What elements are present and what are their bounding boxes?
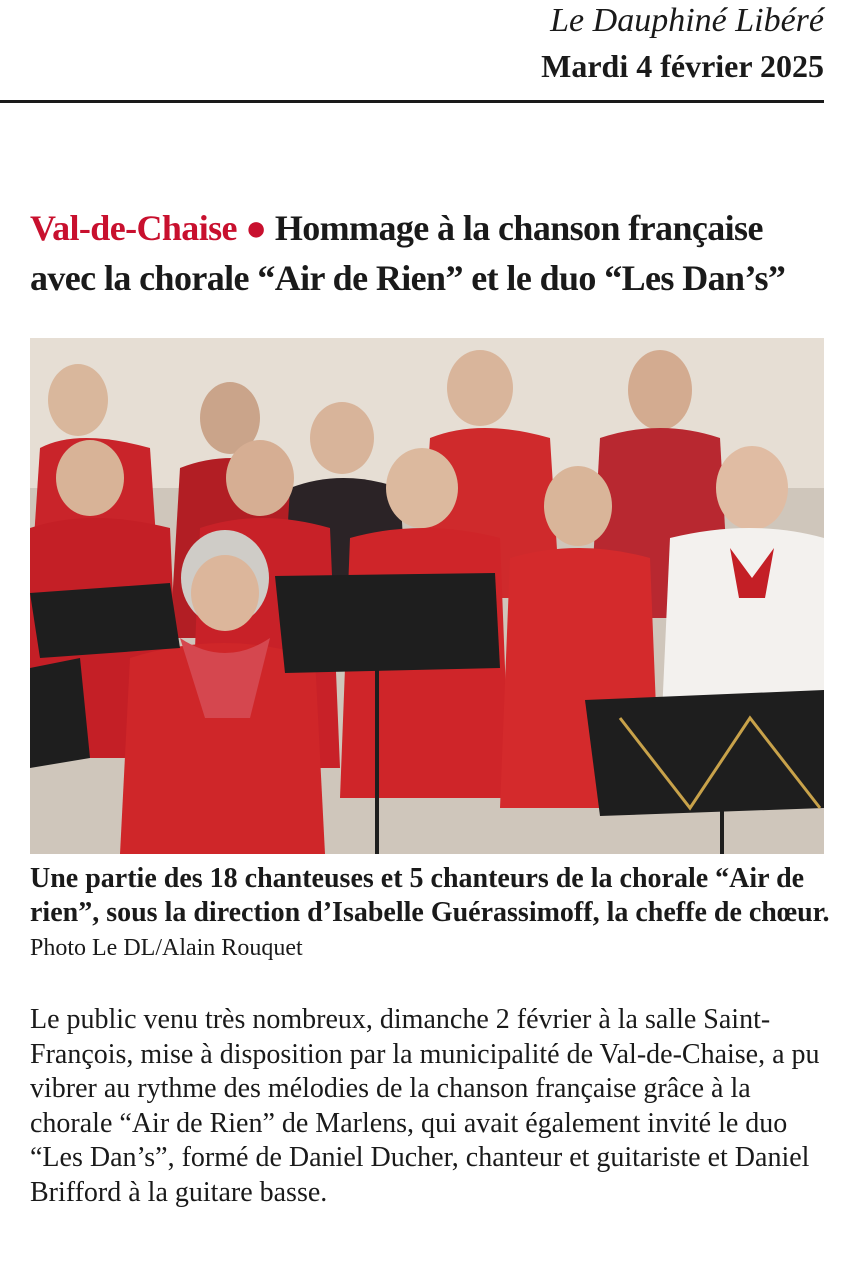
- choir-photo-illustration: [30, 338, 824, 854]
- photo-credit: Photo Le DL/Alain Rouquet: [30, 935, 303, 961]
- headline-text: Hommage à la chanson française avec la chorale “Air de Rien” et le duo “Les Dan’s”: [30, 208, 786, 298]
- caption-text: Une partie des 18 chanteuses et 5 chanteurs de la chorale “Air de rien”, sous la direction d’Isabelle Guérassimoff, la cheffe de chœur.: [30, 863, 830, 928]
- masthead-rule: [0, 100, 824, 103]
- headline-separator: ●: [245, 208, 267, 248]
- article-headline: [30, 203, 830, 303]
- publication-date: Mardi 4 février 2025: [541, 48, 824, 84]
- article-body: Le public venu très nombreux, dimanche 2 février à la salle Saint-François, mise à disposition par la municipalité de Val-de-Chaise, a pu vibrer au rythme des mélodies de la chanson française grâce à la chorale “Air de Rien” de Marlens, qui avait également invité le duo “Les Dan’s”, formé de Daniel Ducher, chanteur et guitariste et Daniel Brifford à la guitare basse.: [30, 1004, 820, 1208]
- headline-kicker: Val-de-Chaise: [30, 208, 237, 248]
- photo-caption: [30, 862, 830, 965]
- article-photo: [30, 338, 824, 854]
- publication-name: Le Dauphiné Libéré: [550, 2, 824, 39]
- masthead: [541, 0, 824, 84]
